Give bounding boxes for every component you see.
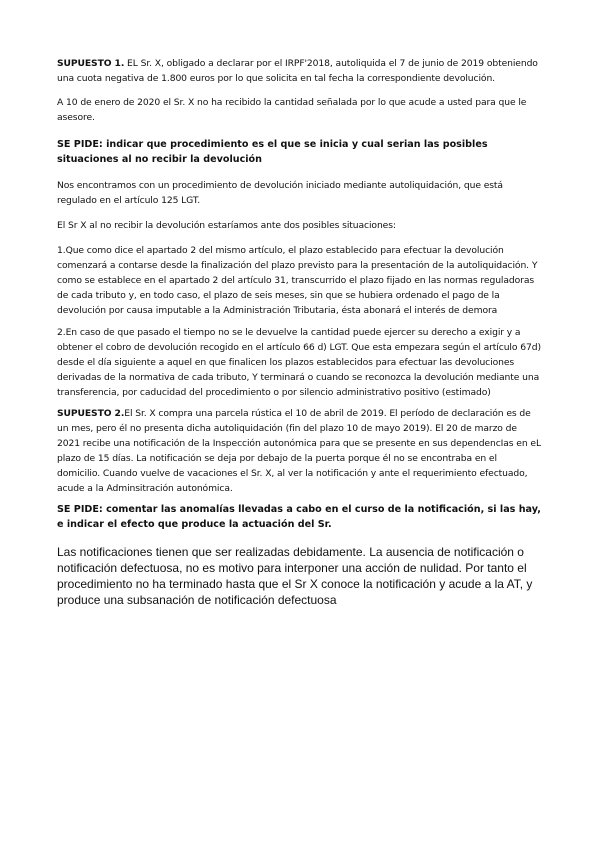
supuesto-1-label: SUPUESTO 1. (57, 58, 125, 69)
supuesto-1-answer-situations: El Sr X al no recibir la devolución estaríamos ante dos posibles situaciones: (57, 220, 396, 231)
supuesto-1-context: A 10 de enero de 2020 el Sr. X no ha recibido la cantidad señalada por lo que acude a usted para que le asesore. (57, 97, 527, 123)
supuesto-2-question: SE PIDE: comentar las anomalías llevadas a cabo en el curso de la notificación, si las hay, e indicar el efecto que produce la actuación del Sr. (57, 504, 541, 530)
supuesto-1-paragraph (57, 56, 542, 86)
supuesto-1-answer-intro: Nos encontramos con un procedimiento de devolución iniciado mediante autoliquidación, que está regulado en el artículo 125 LGT. (57, 180, 503, 206)
supuesto-2-label: SUPUESTO 2. (57, 408, 125, 419)
supuesto-1-answer-point-1: 1.Que como dice el apartado 2 del mismo artículo, el plazo establecido para efectuar la devolución comenzará a contarse desde la finalización del plazo previsto para la presentación de la autoliquidación. Y como se establece en el apartado 2 del artículo 31, transcurrido el plazo fijado en las normas reguladoras de cada tributo y, en todo caso, el plazo de seis meses, sin que se hubiera ordenado el pago de la devolución por causa imputable a la Administración Tributaria, ésta abonará el interés de demora (57, 245, 538, 316)
supuesto-2-text: El Sr. X compra una parcela rústica el 10 de abril de 2019. El período de declaración es de un mes, pero él no presenta dicha autoliquidación (fin del plazo 10 de mayo 2019). El 20 de marzo de 2021 recibe una notificación de la Inspección autonómica para que se presente en sus dependencIas en eL plazo de 15 días. La notificación se deja por debajo de la puerta porque él no se encontraba en el domicilio. Cuando vuelve de vacaciones el Sr. X, al ver la notificación y ante el requerimiento efectuado, acude a la Adminsitración autonómica. (57, 408, 541, 494)
supuesto-1-answer-point-2: 2.En caso de que pasado el tiempo no se le devuelve la cantidad puede ejercer su derecho a exigir y a obtener el cobro de devolución recogido en el artículo 66 d) LGT. Que esta empezara según el artículo 67d) desde el día siguiente a aquel en que finalicen los plazos establecidos para efectuar las devoluciones derivadas de la normativa de cada tributo, Y terminará o cuando se reconozca la devolución mediante una transferencia, por caducidad del procedimiento o por silencio administrativo positivo (estimado) (57, 327, 541, 398)
supuesto-2-answer: Las notificaciones tienen que ser realizadas debidamente. La ausencia de notificación o notificación defectuosa, no es motivo para interponer una acción de nulidad. Por tanto el procedimiento no ha terminado hasta que el Sr X conoce la notificación y acude a la AT, y produce una subsanación de notificación defectuosa (57, 545, 533, 607)
supuesto-1-text: EL Sr. X, obligado a declarar por el IRPF'2018, autoliquida el 7 de junio de 2019 obteniendo una cuota negativa de 1.800 euros por lo que solicita en tal fecha la correspondiente devolución. (57, 58, 538, 84)
supuesto-1-question: SE PIDE: indicar que procedimiento es el que se inicia y cual serian las posibles situaciones al no recibir la devolución (57, 139, 488, 165)
supuesto-2-paragraph (57, 406, 542, 496)
